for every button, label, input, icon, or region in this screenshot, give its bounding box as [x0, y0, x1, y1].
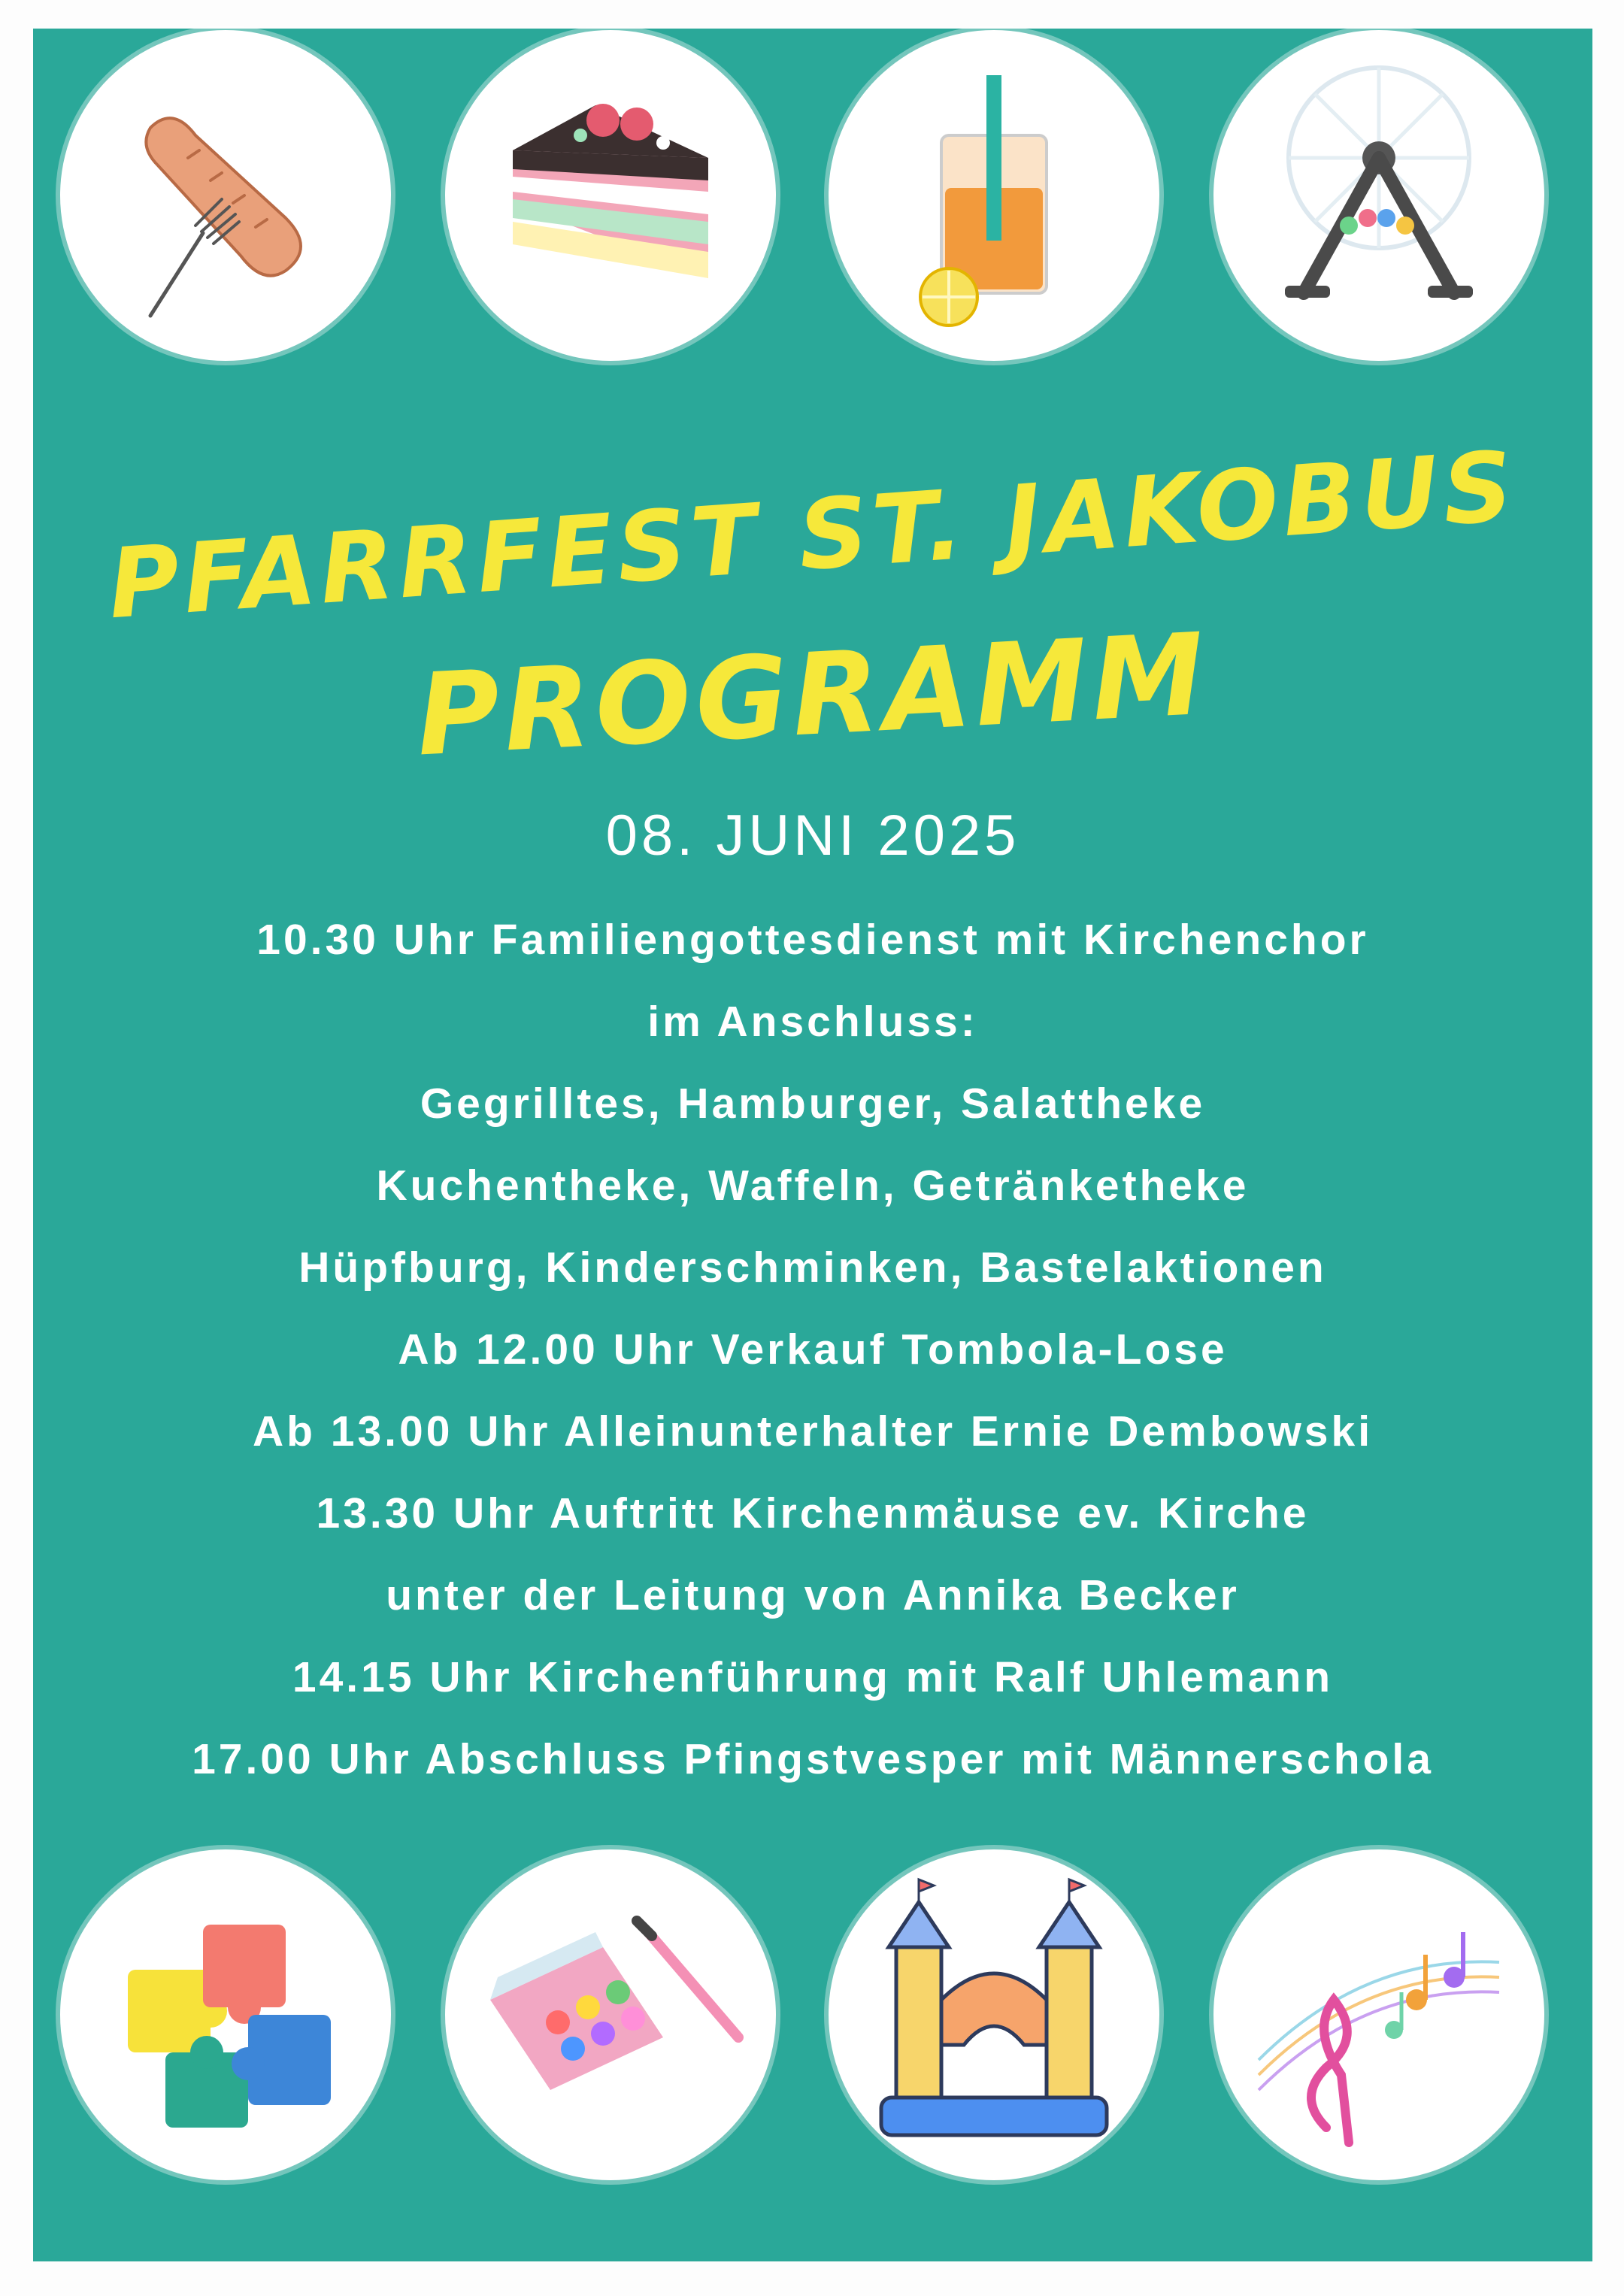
circle-music: [1213, 1849, 1544, 2180]
circle-bouncy-castle: [829, 1849, 1159, 2180]
music-notes-icon: [1213, 1849, 1544, 2180]
program-item: 13.30 Uhr Auftritt Kirchenmäuse ev. Kirche: [316, 1489, 1310, 1537]
program-item: Ab 12.00 Uhr Verkauf Tombola-Lose: [398, 1325, 1228, 1374]
program-item: Gegrilltes, Hamburger, Salattheke: [420, 1080, 1206, 1128]
title-line-2: PROGRAMM: [414, 609, 1212, 782]
title-line-1: PFARRFEST ST. JAKOBUS: [105, 430, 1521, 641]
program-item: 10.30 Uhr Familiengottesdienst mit Kirchenchor: [256, 916, 1369, 964]
makeup-palette-icon: [445, 1849, 776, 2180]
circle-cake: [445, 30, 776, 361]
circle-drink: [829, 30, 1159, 361]
program-item: Kuchentheke, Waffeln, Getränketheke: [376, 1162, 1250, 1210]
bouncy-castle-icon: [829, 1849, 1159, 2180]
sausage-fork-icon: [60, 30, 391, 361]
circle-sausage: [60, 30, 391, 361]
circle-ferris-wheel: [1213, 30, 1544, 361]
program-list: [33, 899, 1592, 1801]
ferris-wheel-icon: [1213, 30, 1544, 361]
program-item: unter der Leitung von Annika Becker: [386, 1571, 1240, 1619]
drink-glass-icon: [829, 30, 1159, 361]
event-date: 08. JUNI 2025: [605, 804, 1020, 868]
program-item: Hüpfburg, Kinderschminken, Bastelaktionen: [298, 1243, 1327, 1292]
circle-makeup: [445, 1849, 776, 2180]
circle-puzzle: [60, 1849, 391, 2180]
program-item: im Anschluss:: [647, 998, 978, 1046]
program-item: Ab 13.00 Uhr Alleinunterhalter Ernie Dembowski: [252, 1407, 1374, 1455]
poster: [33, 29, 1592, 2261]
program-item: 14.15 Uhr Kirchenführung mit Ralf Uhlemann: [292, 1653, 1334, 1701]
program-item: 17.00 Uhr Abschluss Pfingstvesper mit Männerschola: [192, 1735, 1434, 1783]
puzzle-pieces-icon: [60, 1849, 391, 2180]
cake-slice-icon: [445, 30, 776, 361]
